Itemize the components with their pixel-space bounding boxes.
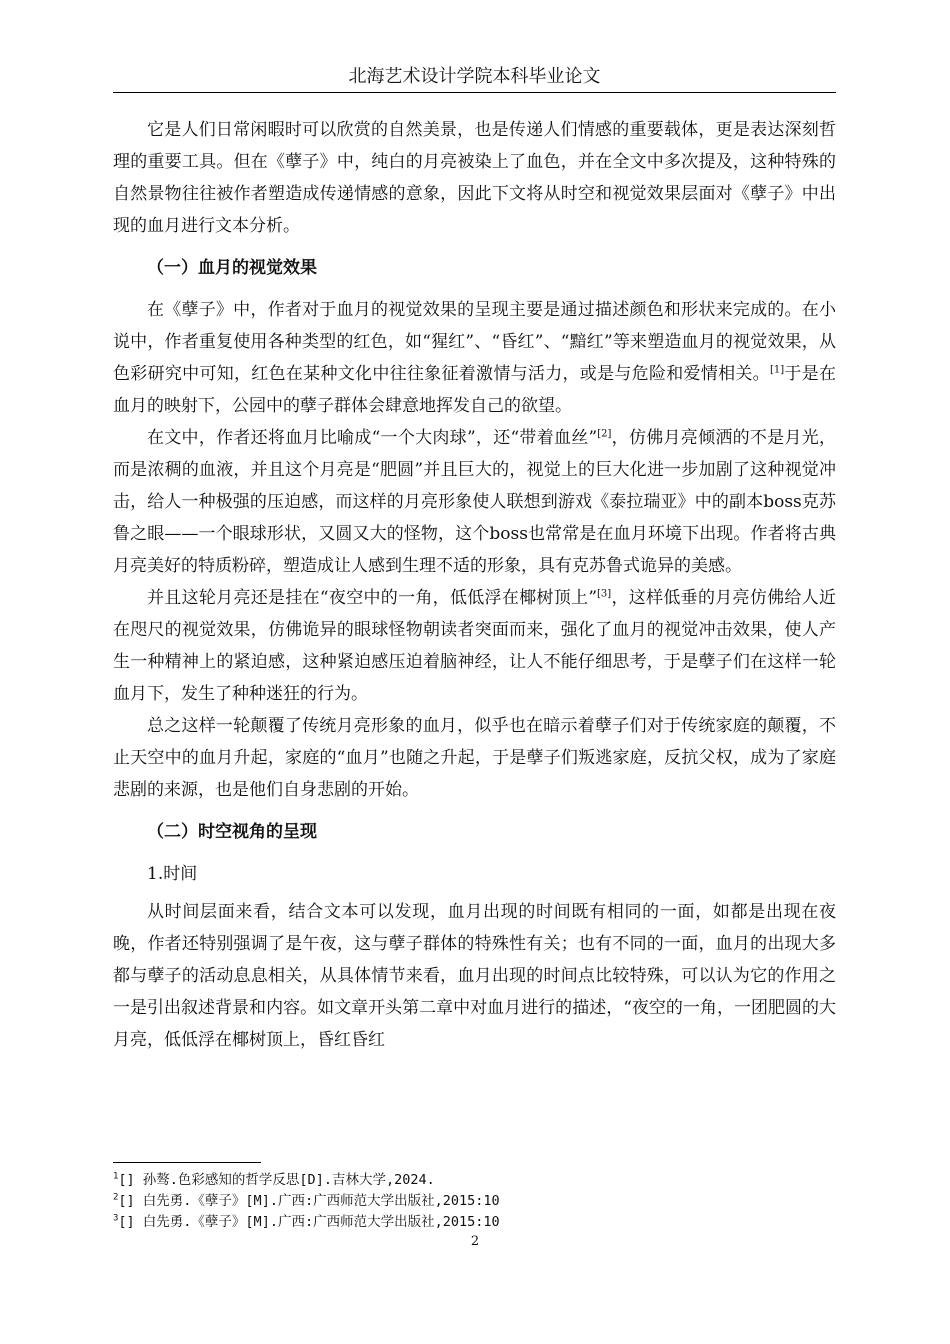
footnote-mark: 3: [113, 1213, 119, 1224]
section-1-paragraph-4: 总之这样一轮颠覆了传统月亮形象的血月，似乎也在暗示着孽子们对于传统家庭的颠覆，不止天空中的血月升起，家庭的“血月”也随之升起，于是孽子们叛逃家庭，反抗父权，成为了家庭悲剧的来源，也是他们自身悲剧的开始。: [113, 716, 836, 800]
section-2-paragraph-1: 从时间层面来看，结合文本可以发现，血月出现的时间既有相同的一面，如都是出现在夜晚，作者还特别强调了是午夜，这与孽子群体的特殊性有关；也有不同的一面，血月的出现大多都与孽子的活动息息相关，从具体情节来看，血月出现的时间点比较特殊，可以认为它的作用之一是引出叙述背景和内容。如文章开头第二章中对血月进行的描述，“夜空的一角，一团肥圆的大月亮，低低浮在椰树顶上，昏红昏红: [113, 902, 836, 1050]
footnote-1: [113, 1170, 836, 1191]
section-1-heading: （一）血月的视觉效果: [147, 258, 317, 278]
paragraph-text: 于是在血月的映射下，公园中的孽子群体会肆意地挥发自己的欲望。: [113, 364, 837, 416]
citation-ref-2[interactable]: [2]: [597, 428, 612, 440]
footnote-text: [] 孙骜.色彩感知的哲学反思[D].吉林大学,2024.: [118, 1172, 435, 1188]
section-1-paragraph-1: [113, 294, 836, 422]
paragraph-text: 在《孽子》中，作者对于血月的视觉效果的呈现主要是通过描述颜色和形状来完成的。在小说中，作者重复使用各种类型的红色，如“猩红”、“昏红”、“黯红”等来塑造血月的视觉效果，从色彩研究中可知，红色在某种文化中往往象征着激情与活力，或是与危险和爱情相关。: [113, 300, 836, 384]
section-1-paragraph-3: [113, 582, 836, 710]
footnote-text: [] 白先勇.《孽子》[M].广西:广西师范大学出版社,2015:10: [118, 1214, 500, 1230]
footnote-3: [113, 1212, 836, 1233]
footnote-divider: [113, 1162, 261, 1163]
paragraph-text: ，这样低垂的月亮仿佛给人近在咫尺的视觉效果，仿佛诡异的眼球怪物朝读者突面而来，强化了血月的视觉冲击效果，使人产生一种精神上的紧迫感，这种紧迫感压迫着脑神经，让人不能仔细思考，于是孽子们在这样一轮血月下，发生了种种迷狂的行为。: [113, 588, 836, 704]
main-body: [113, 114, 836, 1056]
paragraph-text: ，仿佛月亮倾洒的不是月光，而是浓稠的血液，并且这个月亮是“肥圆”并且巨大的，视觉上的巨大化进一步加剧了这种视觉冲击，给人一种极强的压迫感，而这样的月亮形象使人联想到游戏《泰拉瑞亚》中的副本boss克苏鲁之眼——一个眼球形状，又圆又大的怪物，这个boss也常常是在血月环境下出现。作者将古典月亮美好的特质粉碎，塑造成让人感到生理不适的形象，具有克苏鲁式诡异的美感。: [113, 428, 837, 576]
footnotes: [113, 1170, 836, 1233]
footnote-2: [113, 1191, 836, 1212]
page-number: 2: [470, 1234, 480, 1249]
page-header: [113, 64, 836, 93]
intro-paragraph: 它是人们日常闲暇时可以欣赏的自然美景，也是传递人们情感的重要载体，更是表达深刻哲理的重要工具。但在《孽子》中，纯白的月亮被染上了血色，并在全文中多次提及，这种特殊的自然景物往往被作者塑造成传递情感的意象，因此下文将从时空和视觉效果层面对《孽子》中出现的血月进行文本分析。: [113, 120, 836, 236]
citation-ref-1[interactable]: [1]: [769, 364, 785, 376]
footnote-text: [] 白先勇.《孽子》[M].广西:广西师范大学出版社,2015:10: [118, 1193, 500, 1209]
footnote-mark: 1: [113, 1171, 119, 1182]
section-1-paragraph-2: [113, 422, 836, 582]
section-2-subheading: 1.时间: [147, 864, 198, 884]
footnote-mark: 2: [113, 1192, 119, 1203]
citation-ref-3[interactable]: [3]: [597, 588, 612, 600]
paragraph-text: 并且这轮月亮还是挂在“夜空中的一角，低低浮在椰树顶上”: [147, 588, 598, 608]
paragraph-text: 在文中，作者还将血月比喻成“一个大肉球”，还“带着血丝”: [147, 428, 598, 448]
header-title: 北海艺术设计学院本科毕业论文: [348, 66, 601, 87]
section-2-heading: （二）时空视角的呈现: [147, 822, 317, 842]
